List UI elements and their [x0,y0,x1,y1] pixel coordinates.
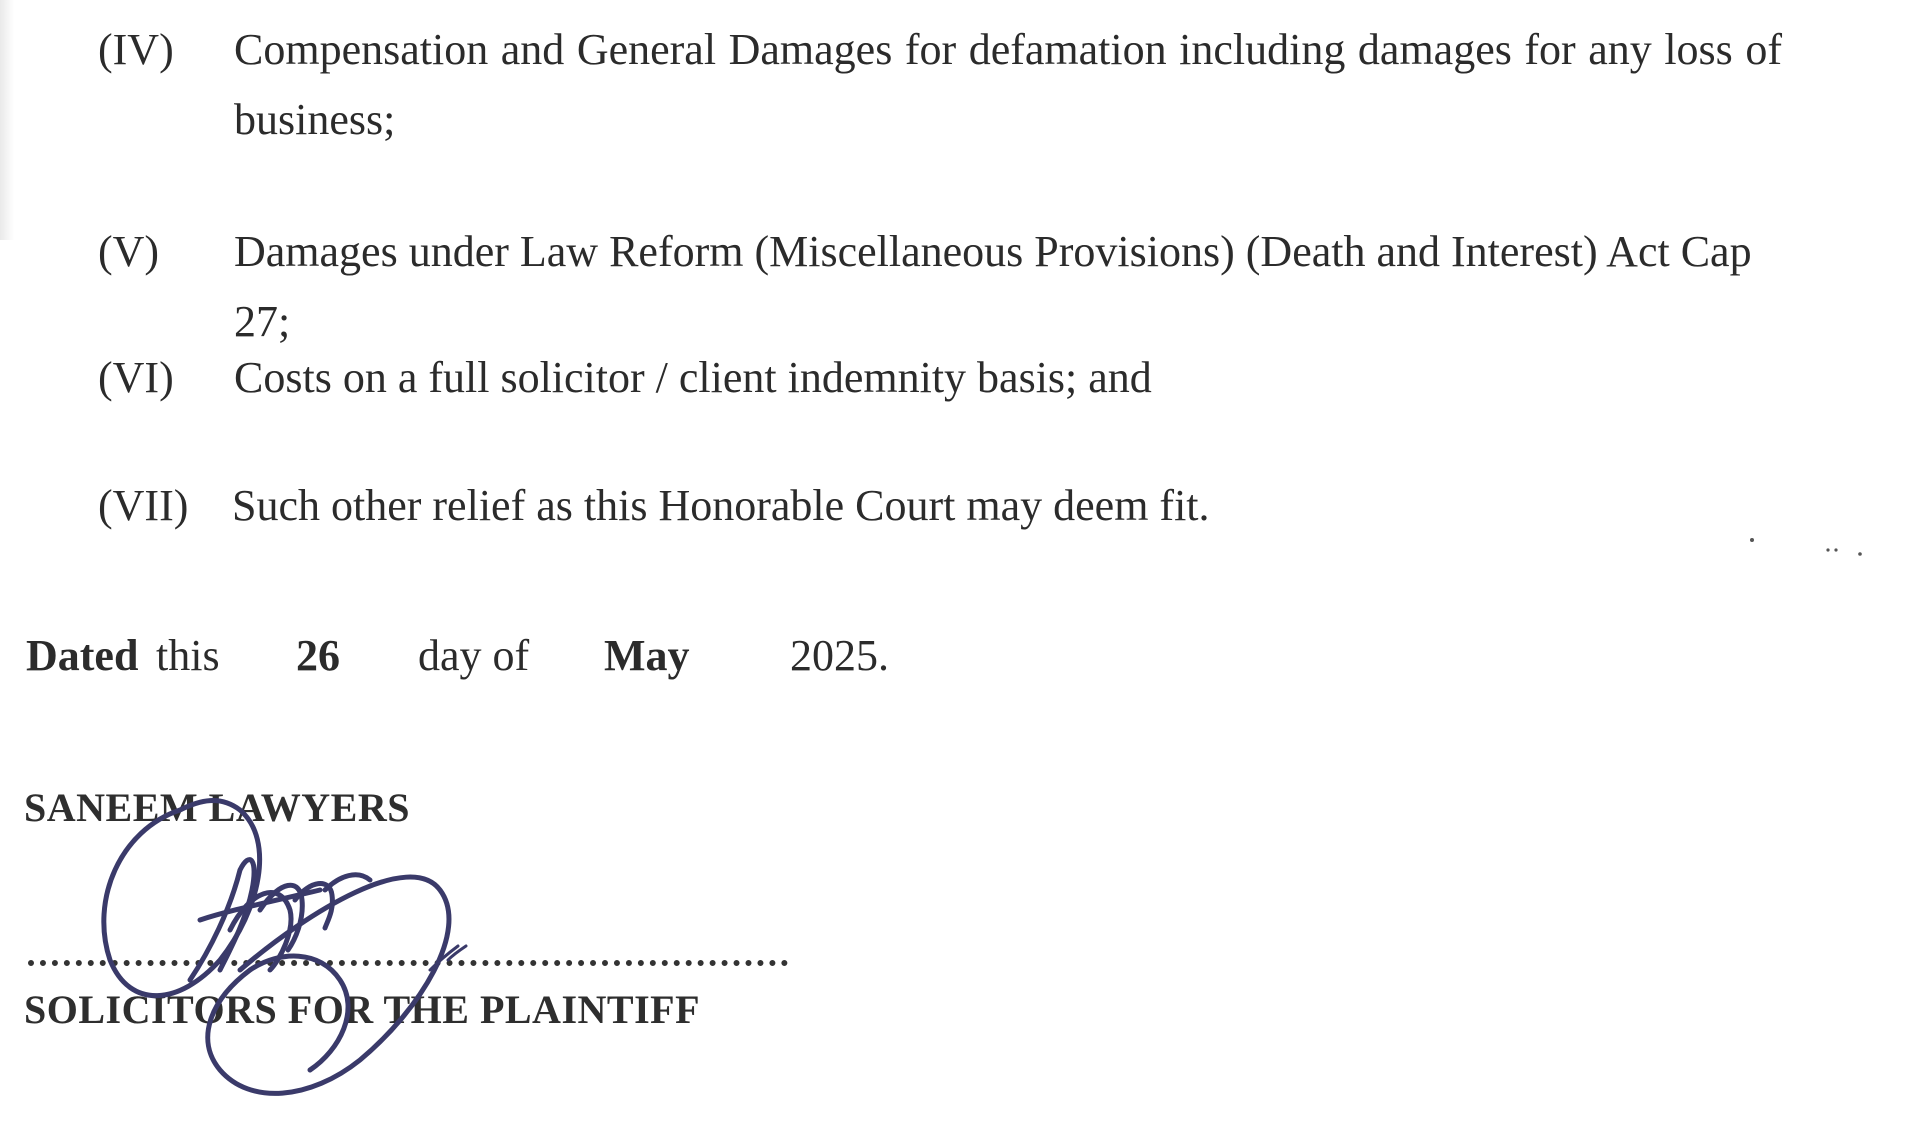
dated-label: Dated [26,631,139,680]
relief-text: Such other relief as this Honorable Court may deem fit. [232,481,1210,530]
relief-text: Compensation and General Damages for defamation including damages for any loss of business; [234,25,1782,144]
handwritten-signature [80,770,500,1110]
relief-number: (VII) [98,481,189,530]
dated-line [0,630,1000,690]
scan-specks [1740,532,1880,562]
dated-day: 26 [296,631,340,680]
dated-year: 2025. [790,631,889,680]
solicitors-caption: SOLICITORS FOR THE PLAINTIFF [24,987,701,1032]
dated-day-of: day of [418,631,530,680]
relief-item-vi [0,353,1912,416]
relief-text: Damages under Law Reform (Miscellaneous Provisions) (Death and Interest) Act Cap 27; [234,227,1752,346]
firm-name: SANEEM LAWYERS [24,785,410,830]
relief-number: (VI) [98,353,174,402]
dated-month: May [604,631,690,680]
relief-text: Costs on a full solicitor / client indemnity basis; and [234,353,1152,402]
relief-item-v [0,227,1912,346]
relief-number: (V) [98,227,160,276]
dated-this: this [156,631,220,680]
relief-item-vii [0,481,1912,544]
relief-number: (IV) [98,25,174,74]
relief-item-iv [0,25,1912,148]
